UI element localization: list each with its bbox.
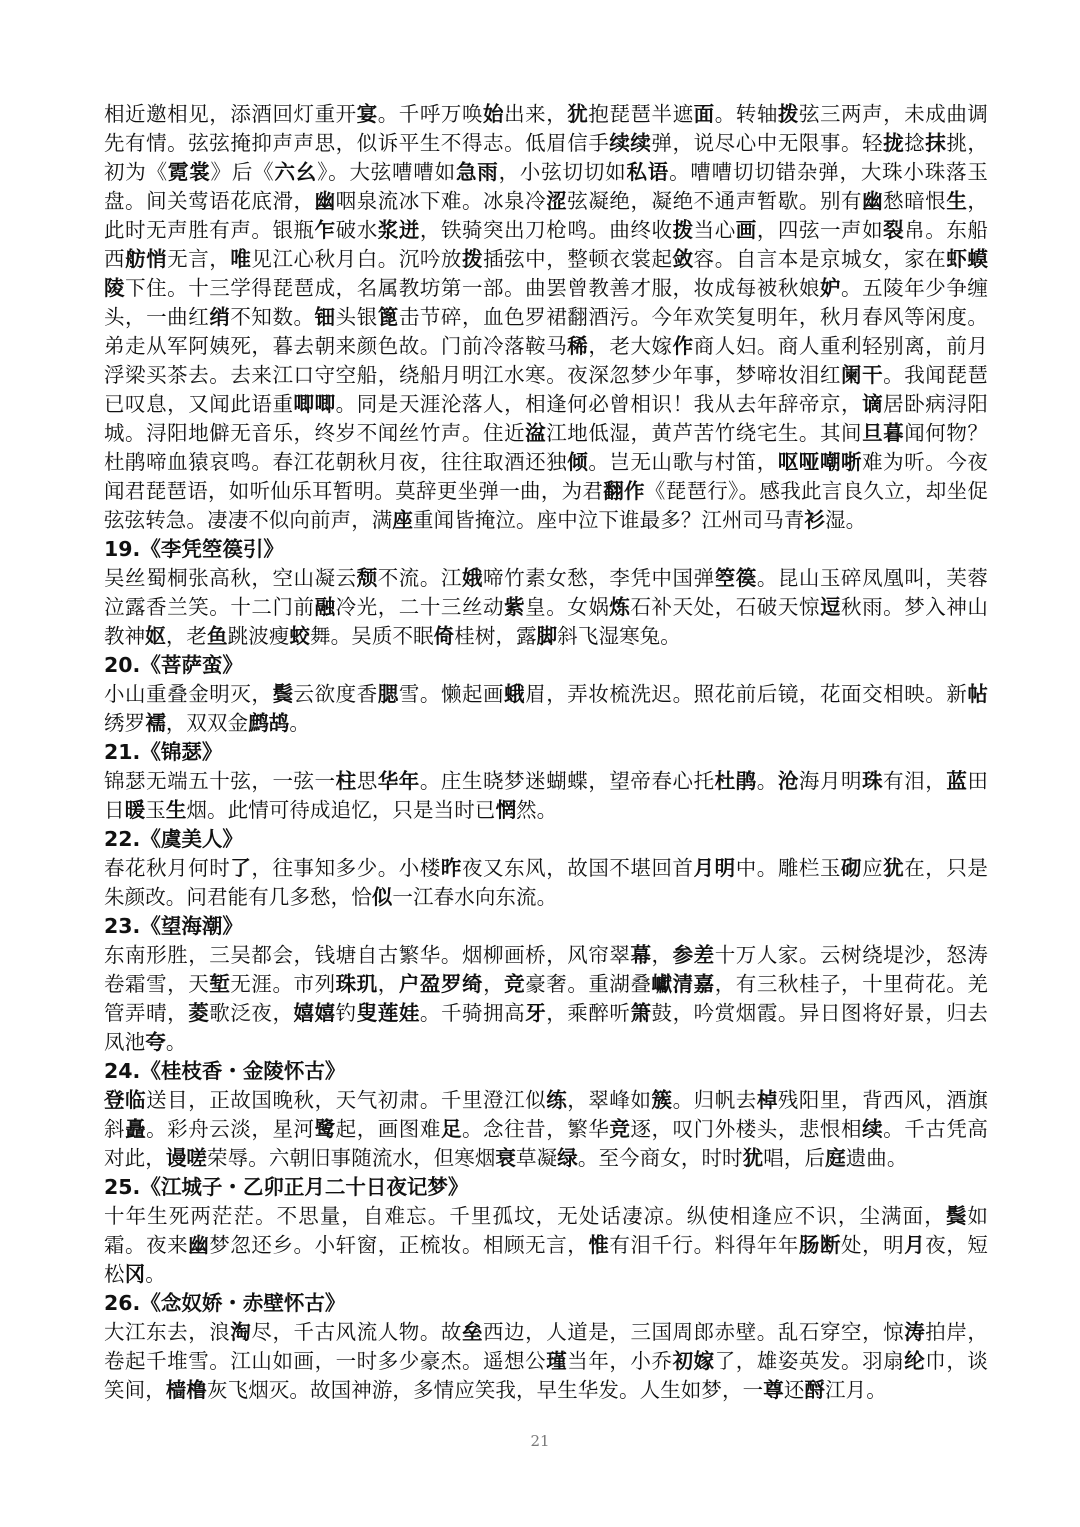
emphasized-char: 幽 bbox=[188, 1233, 210, 1257]
emphasized-char: 似 bbox=[371, 885, 393, 909]
emphasized-char: 沧 bbox=[777, 769, 799, 793]
emphasized-char: 竞 bbox=[504, 972, 526, 996]
emphasized-char: 脚 bbox=[536, 624, 558, 648]
emphasized-char: 庭 bbox=[825, 1146, 846, 1170]
emphasized-char: 夸 bbox=[145, 1030, 166, 1054]
emphasized-char: 垒 bbox=[461, 1320, 484, 1344]
emphasized-char: 浆迸 bbox=[377, 218, 420, 242]
emphasized-char: 月明 bbox=[693, 856, 736, 880]
emphasized-char: 融 bbox=[314, 595, 336, 619]
poem-text: 十年生死两茫茫。不思量，自难忘。千里孤坟，无处话凄凉。纵使相逢应不识，尘满面，鬓如霜。夜来幽梦忽还乡。小轩窗，正梳妆。相顾无言，惟有泪千行。料得年年肠断处，明月夜，短松冈。 bbox=[104, 1204, 988, 1286]
page-number: 21 bbox=[530, 1432, 550, 1450]
emphasized-char: 阑干 bbox=[841, 363, 884, 387]
emphasized-char: 霓裳 bbox=[167, 160, 211, 184]
emphasized-char: 蓝 bbox=[946, 769, 968, 793]
poem-text: 东南形胜，三吴都会，钱塘自古繁华。烟柳画桥，风帘翠幕，参差十万人家。云树绕堤沙，怒涛卷霜雪，天堑无涯。市列珠玑，户盈罗绮，竞豪奢。重湖叠巘清嘉，有三秋桂子，十里荷花。羌管弄晴，菱歌泛夜，嬉嬉钓叟莲娃。千骑拥高牙，乘醉听箫鼓，吟赏烟霞。异日图将好景，归去凤池夸。 bbox=[104, 943, 988, 1054]
emphasized-char: 涛 bbox=[904, 1320, 926, 1344]
emphasized-char: 巘清嘉 bbox=[651, 972, 715, 996]
emphasized-char: 衰 bbox=[495, 1146, 517, 1170]
poem-text: 大江东去，浪淘尽，千古风流人物。故垒西边，人道是，三国周郎赤壁。乱石穿空，惊涛拍岸，卷起千堆雪。江山如画，一时多少豪杰。遥想公瑾当年，小乔初嫁了，雄姿英发。羽扇纶巾，谈笑间，樯橹灰飞烟灭。故国神游，多情应笑我，早生华发。人生如梦，一尊还酹江月。 bbox=[104, 1320, 988, 1402]
emphasized-char: 嬉嬉 bbox=[293, 1001, 336, 1025]
emphasized-char: 犹 bbox=[742, 1146, 764, 1170]
emphasized-char: 宴 bbox=[356, 102, 378, 126]
emphasized-char: 急雨 bbox=[456, 160, 499, 184]
poem-title: 26.《念奴娇・赤壁怀古》 bbox=[104, 1291, 346, 1315]
emphasized-char: 妪 bbox=[145, 624, 166, 648]
emphasized-char: 幕 bbox=[630, 943, 652, 967]
emphasized-char: 作 bbox=[672, 334, 694, 358]
emphasized-char: 砌 bbox=[841, 856, 863, 880]
emphasized-char: 六幺 bbox=[274, 160, 318, 184]
emphasized-char: 谪 bbox=[862, 392, 884, 416]
emphasized-char: 鱼 bbox=[207, 624, 228, 648]
emphasized-char: 稀 bbox=[567, 334, 589, 358]
emphasized-char: 牙 bbox=[525, 1001, 547, 1025]
emphasized-char: 华年 bbox=[377, 769, 420, 793]
emphasized-char: 箫 bbox=[630, 1001, 652, 1025]
poem-title: 20.《菩萨蛮》 bbox=[104, 653, 243, 677]
emphasized-char: 娥 bbox=[461, 566, 484, 590]
emphasized-char: 冈 bbox=[124, 1262, 146, 1286]
emphasized-char: 倾 bbox=[567, 450, 589, 474]
emphasized-char: 幽 bbox=[862, 189, 884, 213]
emphasized-char: 参差 bbox=[672, 943, 715, 967]
emphasized-char: 涩 bbox=[546, 189, 568, 213]
emphasized-char: 箜篌 bbox=[714, 566, 757, 590]
poem-text: 春花秋月何时了，往事知多少。小楼昨夜又东风，故国不堪回首月明中。雕栏玉砌应犹在，只是朱颜改。问君能有几多愁，恰似一江春水向东流。 bbox=[104, 856, 988, 909]
emphasized-char: 惘 bbox=[495, 798, 517, 822]
emphasized-char: 练 bbox=[546, 1088, 568, 1112]
emphasized-char: 户盈罗绮 bbox=[398, 972, 484, 996]
emphasized-char: 乍 bbox=[314, 218, 336, 242]
emphasized-char: 肠断 bbox=[798, 1233, 842, 1257]
emphasized-char: 衫 bbox=[804, 508, 826, 532]
emphasized-char: 拨 bbox=[462, 247, 484, 271]
emphasized-char: 叟莲娃 bbox=[356, 1001, 420, 1025]
emphasized-char: 裂 bbox=[883, 218, 905, 242]
emphasized-char: 续续 bbox=[609, 131, 652, 155]
emphasized-char: 淘 bbox=[230, 1320, 252, 1344]
emphasized-char: 登临 bbox=[104, 1088, 147, 1112]
emphasized-char: 樯橹 bbox=[165, 1378, 208, 1402]
emphasized-char: 鹭 bbox=[314, 1117, 336, 1141]
emphasized-char: 月 bbox=[904, 1233, 926, 1257]
emphasized-char: 矗 bbox=[125, 1117, 147, 1141]
emphasized-char: 蛟 bbox=[289, 624, 311, 648]
emphasized-char: 生 bbox=[165, 798, 187, 822]
emphasized-char: 续 bbox=[862, 1117, 884, 1141]
emphasized-char: 逗 bbox=[819, 595, 842, 619]
emphasized-char: 柱 bbox=[335, 769, 357, 793]
emphasized-char: 绡 bbox=[209, 305, 231, 329]
emphasized-char: 菱 bbox=[188, 1001, 210, 1025]
poem-text: 锦瑟无端五十弦，一弦一柱思华年。庄生晓梦迷蝴蝶，望帝春心托杜鹃。沧海月明珠有泪，蓝田日暖玉生烟。此情可待成追忆，只是当时已惘然。 bbox=[104, 769, 988, 822]
emphasized-char: 生 bbox=[946, 189, 968, 213]
emphasized-char: 竞 bbox=[609, 1117, 631, 1141]
emphasized-char: 鬓 bbox=[272, 682, 294, 706]
emphasized-char: 面 bbox=[693, 102, 715, 126]
emphasized-char: 足 bbox=[440, 1117, 462, 1141]
emphasized-char: 幽 bbox=[314, 189, 336, 213]
emphasized-char: 鹧鸪 bbox=[248, 711, 290, 735]
emphasized-char: 棹 bbox=[756, 1088, 778, 1112]
emphasized-char: 绿 bbox=[557, 1146, 578, 1170]
poem-title: 23.《望海潮》 bbox=[104, 914, 243, 938]
poem-title: 22.《虞美人》 bbox=[104, 827, 243, 851]
emphasized-char: 私语 bbox=[626, 160, 670, 184]
emphasized-char: 呕哑嘲哳 bbox=[777, 450, 863, 474]
poem-title: 19.《李凭箜篌引》 bbox=[104, 537, 284, 561]
poem-text: 登临送目，正故国晚秋，天气初肃。千里澄江似练，翠峰如簇。归帆去棹残阳里，背西风，酒旗斜矗。彩舟云淡，星河鹭起，画图难足。念往昔，繁华竞逐，叹门外楼头，悲恨相续。千古凭高对此，谩嗟荣辱。六朝旧事随流水，但寒烟衰草凝绿。至今商女，时时犹唱，后庭遗曲。 bbox=[104, 1088, 988, 1170]
emphasized-char: 尊 bbox=[763, 1378, 784, 1402]
emphasized-char: 座 bbox=[392, 508, 414, 532]
emphasized-char: 了 bbox=[230, 856, 252, 880]
emphasized-char: 腮 bbox=[377, 682, 399, 706]
emphasized-char: 昨 bbox=[440, 856, 462, 880]
poem-content bbox=[104, 100, 988, 1405]
poem-title: 24.《桂枝香・金陵怀古》 bbox=[104, 1059, 346, 1083]
poem-title: 21.《锦瑟》 bbox=[104, 740, 223, 764]
emphasized-char: 初嫁 bbox=[672, 1349, 715, 1373]
emphasized-char: 倚 bbox=[433, 624, 455, 648]
emphasized-char: 簇 bbox=[651, 1088, 673, 1112]
emphasized-char: 唧唧 bbox=[293, 392, 336, 416]
emphasized-char: 唯 bbox=[230, 247, 252, 271]
emphasized-char: 惟 bbox=[588, 1233, 610, 1257]
emphasized-char: 犹 bbox=[883, 856, 905, 880]
emphasized-char: 珠 bbox=[862, 769, 884, 793]
emphasized-char: 妒 bbox=[819, 276, 842, 300]
emphasized-char: 虾蟆陵 bbox=[104, 247, 988, 300]
emphasized-char: 炼 bbox=[609, 595, 631, 619]
emphasized-char: 鬓 bbox=[945, 1204, 968, 1228]
emphasized-char: 拨 bbox=[777, 102, 799, 126]
emphasized-char: 纶 bbox=[904, 1349, 926, 1373]
emphasized-char: 始 bbox=[483, 102, 505, 126]
emphasized-char: 拢 bbox=[883, 131, 905, 155]
emphasized-char: 紫 bbox=[504, 595, 526, 619]
emphasized-char: 谩嗟 bbox=[165, 1146, 208, 1170]
poem-text: 小山重叠金明灭，鬓云欲度香腮雪。懒起画蛾眉，弄妆梳洗迟。照花前后镜，花面交相映。新帖绣罗襦，双双金鹧鸪。 bbox=[104, 682, 988, 735]
emphasized-char: 瑾 bbox=[546, 1349, 568, 1373]
emphasized-char: 帖 bbox=[967, 682, 988, 706]
emphasized-char: 抹 bbox=[925, 131, 947, 155]
poem-text: 相近邀相见，添酒回灯重开宴。千呼万唤始出来，犹抱琵琶半遮面。转轴拨弦三两声，未成曲调先有情。弦弦掩抑声声思，似诉平生不得志。低眉信手续续弹，说尽心中无限事。轻拢捻抹挑，初为《霓裳》后《六幺》。大弦嘈嘈如急雨，小弦切切如私语。嘈嘈切切错杂弹，大珠小珠落玉盘。间关莺语花底滑，幽咽泉流冰下难。冰泉冷涩弦凝绝，凝绝不通声暂歇。别有幽愁暗恨生，此时无声胜有声。银瓶乍破水浆迸，铁骑突出刀枪鸣。曲终收拨当心画，四弦一声如裂帛。东船西舫悄无言，唯见江心秋月白。沉吟放拨插弦中，整顿衣裳起敛容。自言本是京城女，家在虾蟆陵下住。十三学得琵琶成，名属教坊第一部。曲罢曾教善才服，妆成每被秋娘妒。五陵年少争缠头，一曲红绡不知数。钿头银篦击节碎，血色罗裙翻酒污。今年欢笑复明年，秋月春风等闲度。弟走从军阿姨死，暮去朝来颜色故。门前冷落鞍马稀，老大嫁作商人妇。商人重利轻别离，前月浮梁买茶去。去来江口守空船，绕船月明江水寒。夜深忽梦少年事，梦啼妆泪红阑干。我闻琵琶已叹息，又闻此语重唧唧。同是天涯沦落人，相逢何必曾相识！我从去年辞帝京，谪居卧病浔阳城。浔阳地僻无音乐，终岁不闻丝竹声。住近湓江地低湿，黄芦苦竹绕宅生。其间旦暮闻何物？杜鹃啼血猿哀鸣。春江花朝秋月夜，往往取酒还独倾。岂无山歌与村笛，呕哑嘲哳难为听。今夜闻君琵琶语，如听仙乐耳暂明。莫辞更坐弹一曲，为君翻作《琵琶行》。感我此言良久立，却坐促弦弦转急。凄凄不似向前声，满座重闻皆掩泣。座中泣下谁最多？江州司马青衫湿。 bbox=[104, 102, 989, 532]
emphasized-char: 钿 bbox=[314, 305, 336, 329]
emphasized-char: 酹 bbox=[804, 1378, 826, 1402]
emphasized-char: 颓 bbox=[356, 566, 378, 590]
emphasized-char: 画 bbox=[735, 218, 757, 242]
emphasized-char: 篦 bbox=[377, 305, 399, 329]
emphasized-char: 拨 bbox=[672, 218, 694, 242]
emphasized-char: 蛾 bbox=[504, 682, 526, 706]
emphasized-char: 珠玑 bbox=[335, 972, 378, 996]
poem-text: 吴丝蜀桐张高秋，空山凝云颓不流。江娥啼竹素女愁，李凭中国弹箜篌。昆山玉碎凤凰叫，芙蓉泣露香兰笑。十二门前融冷光，二十三丝动紫皇。女娲炼石补天处，石破天惊逗秋雨。梦入神山教神妪，老鱼跳波瘦蛟舞。吴质不眠倚桂树，露脚斜飞湿寒兔。 bbox=[104, 566, 988, 648]
emphasized-char: 暖 bbox=[124, 798, 146, 822]
poem-title: 25.《江城子・乙卯正月二十日夜记梦》 bbox=[104, 1175, 469, 1199]
emphasized-char: 敛 bbox=[672, 247, 694, 271]
emphasized-char: 杜鹃 bbox=[714, 769, 757, 793]
emphasized-char: 犹 bbox=[567, 102, 589, 126]
emphasized-char: 堑 bbox=[209, 972, 231, 996]
emphasized-char: 舫悄 bbox=[125, 247, 168, 271]
emphasized-char: 翻作 bbox=[603, 479, 645, 503]
emphasized-char: 旦暮 bbox=[862, 421, 905, 445]
emphasized-char: 襦 bbox=[145, 711, 166, 735]
emphasized-char: 湓 bbox=[525, 421, 547, 445]
